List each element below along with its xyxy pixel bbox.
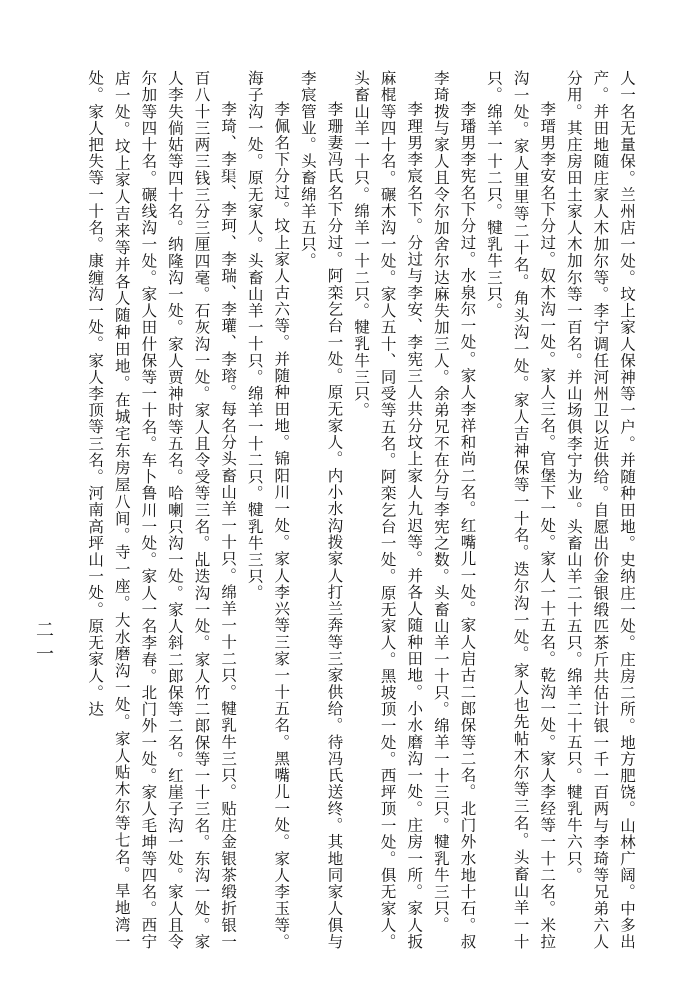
vertical-text-block <box>60 70 640 950</box>
paragraph-li-an: 李瑨男李安名下分过。奴木沟一处。家人三名。官堡下一处。家人一十五名。乾沟一处。家人李经等一十二名。米拉沟一处。家人里里等二十名。角头沟一处。家人吉神保等一十名。迭尔沟一处。家人也先帖木尔等三名。头畜山羊一十只。绵羊一十二只。犍乳牛三只。 <box>485 70 557 950</box>
page-number: 二一 <box>33 620 54 668</box>
paragraph-li-pei: 李佩名下分过。坟上家人古六等。并随种田地。锦阳川一处。家人李兴等三家一十五名。黑嘴儿一处。家人李玉等。海子沟一处。原无家人。头畜山羊一十只。绵羊一十二只。犍乳牛三只。 <box>245 70 291 950</box>
paragraph-li-xian: 李璠男李宪名下分过。水泉尔一处。家人李祥和尚二名。红嘴儿一处。家人启古二郎保等二名。北门外水地十石。叔李琦拨与家人且令尔加舍尔达麻失加三人。余弟兄不在分与李宪之数。头畜山羊一十只。绵羊一十三只。犍乳牛三只。 <box>431 70 477 950</box>
paragraph-intro: 人一名无量保。兰州店一处。坟上家人保神等一户。并随种田地。史纳庄一处。庄房二所。地方肥饶。山林广阔。中多出产。并田地随庄家人木加尔等。李宁调任河州卫以近供给。自愿出价金银缎匹茶斤共估计银一千一百两与李琦等兄弟六人分用。其庄房田土家人木加尔等一百名。并山场俱李宁为业。头畜山羊二十五只。绵羊二十五只。犍乳牛六只。 <box>564 70 636 950</box>
paragraph-li-qi: 李琦、李𤦲、李珂、李瑞、李瓘、李瑢。每名分头畜山羊一十只。绵羊一十二只。犍乳牛三只。贴庄金银茶缎折银一百八十三两三钱三分三厘四毫。石灰沟一处。家人且令受等三名。乩迭沟一处。家人竹二郎保等一十三名。东沟一处。家人李失倘姑等四十名。纳隆沟一处。家人贾神时等五名。哈喇只沟一处。家人斜二郎保等二名。红崖子沟一处。家人且令尔加等四十名。碾线沟一处。家人田什保等一十名。车卜鲁川一处。家人一名李春。北门外一处。家人毛坤等四名。西宁店一处。坟上家人吉来等并各人随种田地。在城宅东房屋八间。寺一座。大水磨沟一处。家人贴木尔等七名。旱地湾一处。家人把失等一十名。康缠沟一处。家人李顶等三名。河南高坪山一处。原无家人。达 <box>86 70 238 950</box>
paragraph-li-chen: 李理男李宸名下。分过与李安、李宪三人共分坟上家人九迟等。并各人随种田地。小水磨沟一处。庄房一所。家人扳麻棍等四十名。碾木沟一处。家人五十、同受等五名。阿栾乞台一处。原无家人。黑坡顶一处。西坪顶一处。俱无家人。头畜山羊一十只。绵羊一十二只。犍乳牛三只。 <box>352 70 424 950</box>
paragraph-feng-shi: 李珊妻冯氏名下分过。阿栾乞台一处。原无家人。内小水沟拨家人打兰奔等三家供给。待冯氏送终。其地同家人俱与李宸管业。头畜绵羊五只。 <box>298 70 344 950</box>
